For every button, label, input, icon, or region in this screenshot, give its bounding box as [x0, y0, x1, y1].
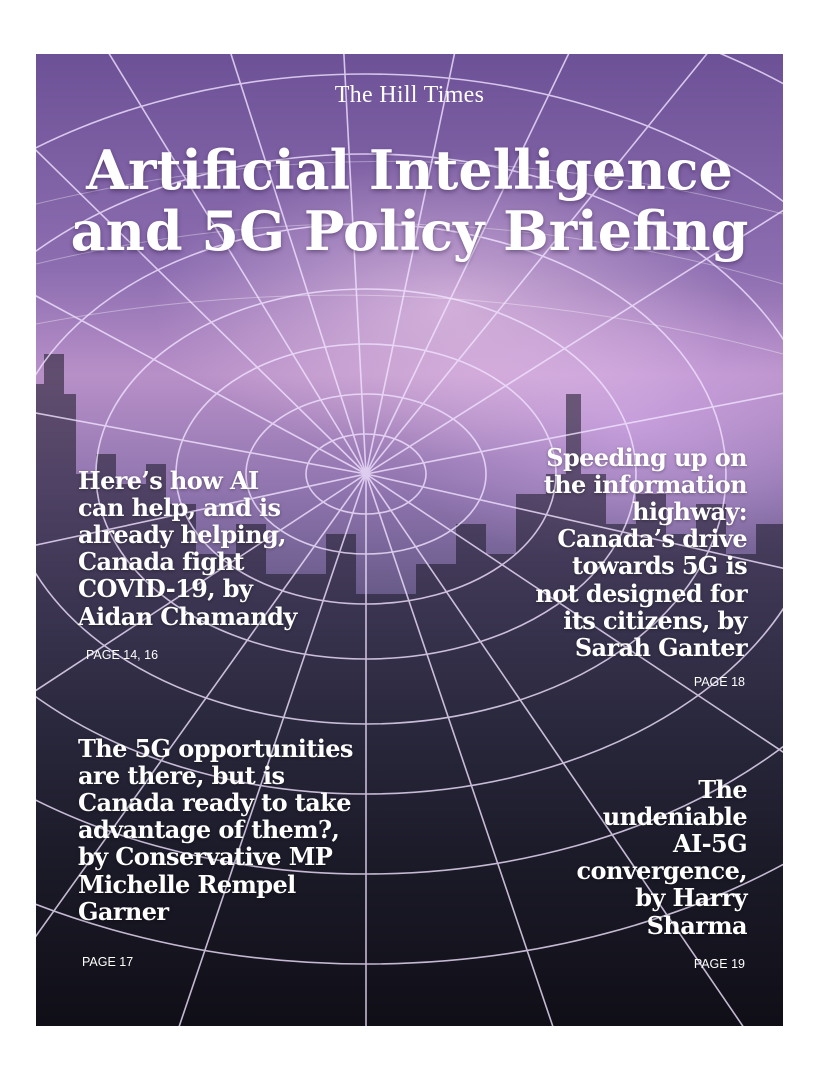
- story-title: The undeniable AI-5G convergence, by Harry Sharma: [576, 775, 747, 940]
- story-teaser-5g-opportunities[interactable]: [78, 735, 378, 969]
- story-page-reference: PAGE 19: [693, 956, 745, 971]
- story-title: The 5G opportunities are there, but is Canada ready to take advantage of them?, by Conservative MP Michelle Rempel Garner: [78, 734, 353, 926]
- publication-name: The Hill Times: [334, 82, 485, 108]
- story-page-reference: PAGE 14, 16: [86, 647, 159, 662]
- story-page-reference: PAGE 17: [82, 954, 134, 969]
- headline-line-2: and 5G Policy Briefing: [70, 199, 749, 264]
- story-page-reference: PAGE 18: [693, 674, 745, 689]
- story-teaser-ai-5g-convergence[interactable]: [547, 776, 747, 971]
- cover-headline: [36, 140, 783, 262]
- story-teaser-ai-covid[interactable]: [78, 467, 328, 662]
- headline-line-1: Artificial Intelligence: [86, 138, 733, 202]
- story-title: Here’s how AI can help, and is already helping, Canada fight COVID-19, by Aidan Chamandy: [78, 466, 297, 631]
- story-teaser-5g-highway[interactable]: [487, 444, 747, 689]
- story-title: Speeding up on the information highway: Canada’s drive towards 5G is not designed for its citizens, by Sarah Ganter: [535, 443, 747, 662]
- magazine-cover: [36, 54, 783, 1026]
